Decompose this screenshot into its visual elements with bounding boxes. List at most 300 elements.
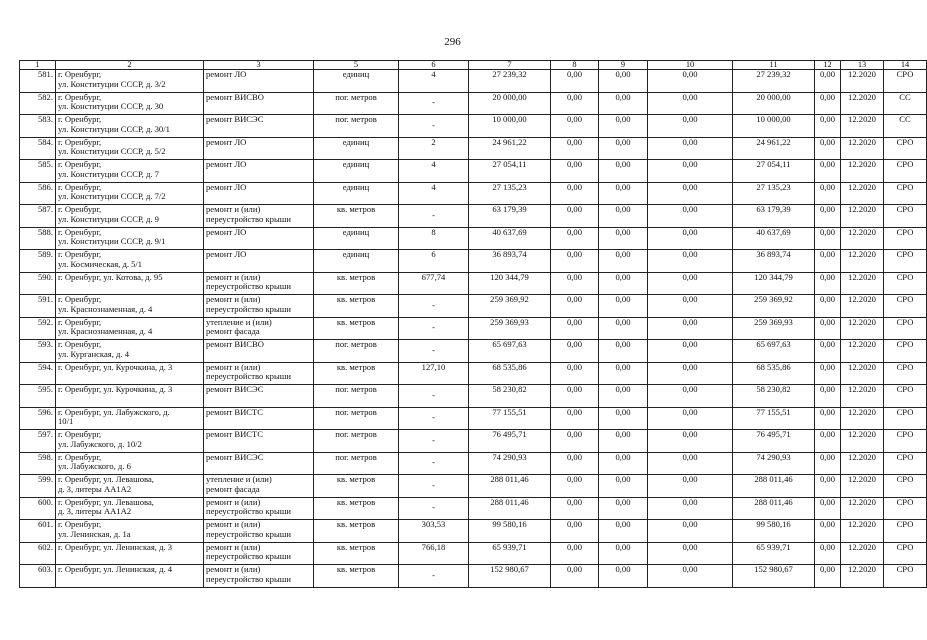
table-row <box>20 250 927 273</box>
total-cost-cell: 20 000,00 <box>469 92 551 115</box>
col8-cell: 0,00 <box>551 430 599 453</box>
address-cell-line: г. Оренбург, ул. Курочкина, д. 3 <box>58 384 173 394</box>
col9-cell: 0,00 <box>599 160 648 183</box>
col12-cell: 0,00 <box>815 430 841 453</box>
unit-cell: единиц <box>314 160 399 183</box>
work-type-cell-line: ремонт ЛО <box>206 69 247 79</box>
work-type-cell-line: ремонт и (или) <box>206 541 261 552</box>
quantity-cell: 8 <box>399 227 469 250</box>
col11-cell: 20 000,00 <box>733 92 815 115</box>
column-number-14: 14 <box>884 61 927 70</box>
work-type-cell-line <box>206 170 311 180</box>
quantity-cell: - <box>399 385 469 408</box>
col11-cell: 99 580,16 <box>733 520 815 543</box>
col8-cell: 0,00 <box>551 227 599 250</box>
col10-cell: 0,00 <box>648 385 733 408</box>
table-row <box>20 295 927 318</box>
address-cell <box>56 295 204 318</box>
completion-date-cell: 12.2020 <box>841 182 884 205</box>
col12-cell: 0,00 <box>815 385 841 408</box>
table-row <box>20 520 927 543</box>
table-row <box>20 475 927 498</box>
table-row <box>20 362 927 385</box>
work-type-cell <box>204 520 314 543</box>
col11-cell: 63 179,39 <box>733 205 815 228</box>
col12-cell: 0,00 <box>815 452 841 475</box>
col8-cell: 0,00 <box>551 475 599 498</box>
funding-method-cell: СРО <box>884 430 927 453</box>
unit-cell: пог. метров <box>314 430 399 453</box>
address-cell-line: г. Оренбург, <box>58 91 102 102</box>
col12-cell: 0,00 <box>815 137 841 160</box>
row-number: 602. <box>20 542 56 565</box>
work-type-cell-line <box>206 237 311 247</box>
col9-cell: 0,00 <box>599 92 648 115</box>
work-type-cell-line: ремонт ВИСВО <box>206 91 264 102</box>
address-cell-line: ул. Космическая, д. 5/1 <box>58 258 143 269</box>
col8-cell: 0,00 <box>551 205 599 228</box>
address-cell-line: ул. Краснознаменная, д. 4 <box>58 303 153 314</box>
work-type-cell-line: ремонт фасада <box>206 483 260 494</box>
total-cost-cell: 120 344,79 <box>469 272 551 295</box>
work-type-cell <box>204 317 314 340</box>
address-cell <box>56 475 204 498</box>
completion-date-cell: 12.2020 <box>841 70 884 93</box>
work-type-cell <box>204 407 314 430</box>
funding-method-cell: СРО <box>884 407 927 430</box>
col9-cell: 0,00 <box>599 227 648 250</box>
address-cell-line: г. Оренбург, <box>58 159 102 169</box>
registry-table <box>19 60 927 588</box>
funding-method-cell: СРО <box>884 497 927 520</box>
address-cell <box>56 227 204 250</box>
completion-date-cell: 12.2020 <box>841 272 884 295</box>
address-cell-line: г. Оренбург, <box>58 316 102 327</box>
col9-cell: 0,00 <box>599 385 648 408</box>
col10-cell: 0,00 <box>648 160 733 183</box>
col11-cell: 152 980,67 <box>733 565 815 588</box>
col11-cell: 58 230,82 <box>733 385 815 408</box>
work-type-cell-line: ремонт и (или) <box>206 204 261 214</box>
col9-cell: 0,00 <box>599 250 648 273</box>
work-type-cell-line: переустройство крыши <box>206 551 291 562</box>
col9-cell: 0,00 <box>599 407 648 430</box>
funding-method-cell: СРО <box>884 182 927 205</box>
unit-cell: кв. метров <box>314 362 399 385</box>
address-cell-line: ул. Краснознаменная, д. 4 <box>58 326 153 337</box>
col12-cell: 0,00 <box>815 520 841 543</box>
table-body <box>20 70 927 588</box>
col8-cell: 0,00 <box>551 182 599 205</box>
work-type-cell <box>204 430 314 453</box>
quantity-cell: 766,18 <box>399 542 469 565</box>
work-type-cell-line: ремонт ЛО <box>206 159 247 169</box>
col11-cell: 288 011,46 <box>733 497 815 520</box>
funding-method-cell: СРО <box>884 295 927 318</box>
completion-date-cell: 12.2020 <box>841 542 884 565</box>
page-number: 296 <box>444 36 461 48</box>
work-type-cell-line: ремонт ВИСТС <box>206 429 264 439</box>
col9-cell: 0,00 <box>599 295 648 318</box>
work-type-cell-line: переустройство крыши <box>206 303 291 314</box>
work-type-cell-line: ремонт и (или) <box>206 496 261 507</box>
completion-date-cell: 12.2020 <box>841 452 884 475</box>
work-type-cell-line: ремонт ЛО <box>206 181 247 192</box>
col10-cell: 0,00 <box>648 92 733 115</box>
address-cell-line: ул. Конституции СССР, д. 9 <box>58 213 159 224</box>
column-number-7: 7 <box>469 61 551 70</box>
address-cell-line <box>58 395 201 405</box>
work-type-cell-line <box>206 80 311 90</box>
col9-cell: 0,00 <box>599 497 648 520</box>
col8-cell: 0,00 <box>551 407 599 430</box>
quantity-cell: - <box>399 295 469 318</box>
address-cell-line: г. Оренбург, <box>58 451 102 462</box>
work-type-cell <box>204 272 314 295</box>
col10-cell: 0,00 <box>648 115 733 138</box>
col12-cell: 0,00 <box>815 115 841 138</box>
work-type-cell-line <box>206 102 311 112</box>
col12-cell: 0,00 <box>815 317 841 340</box>
col11-cell: 74 290,93 <box>733 452 815 475</box>
quantity-cell: - <box>399 407 469 430</box>
address-cell-line: ул. Конституции СССР, д. 3/2 <box>58 78 166 89</box>
col9-cell: 0,00 <box>599 317 648 340</box>
quantity-cell: - <box>399 565 469 588</box>
work-type-cell <box>204 137 314 160</box>
work-type-cell <box>204 205 314 228</box>
quantity-cell: - <box>399 497 469 520</box>
address-cell-line: ул. Ленинская, д. 1а <box>58 528 131 539</box>
col10-cell: 0,00 <box>648 340 733 363</box>
row-number: 597. <box>20 430 56 453</box>
address-cell-line: ул. Конституции СССР, д. 5/2 <box>58 146 166 157</box>
unit-cell: единиц <box>314 250 399 273</box>
col10-cell: 0,00 <box>648 227 733 250</box>
col10-cell: 0,00 <box>648 317 733 340</box>
work-type-cell <box>204 115 314 138</box>
work-type-cell <box>204 295 314 318</box>
unit-cell: кв. метров <box>314 272 399 295</box>
col8-cell: 0,00 <box>551 565 599 588</box>
funding-method-cell: СРО <box>884 475 927 498</box>
col12-cell: 0,00 <box>815 340 841 363</box>
column-number-10: 10 <box>648 61 733 70</box>
quantity-cell: 2 <box>399 137 469 160</box>
col12-cell: 0,00 <box>815 227 841 250</box>
col9-cell: 0,00 <box>599 70 648 93</box>
work-type-cell <box>204 160 314 183</box>
table-row <box>20 70 927 93</box>
quantity-cell: - <box>399 475 469 498</box>
address-cell-line: г. Оренбург, <box>58 181 102 192</box>
work-type-cell-line: переустройство крыши <box>206 213 291 224</box>
col8-cell: 0,00 <box>551 542 599 565</box>
table-row <box>20 340 927 363</box>
total-cost-cell: 27 239,32 <box>469 70 551 93</box>
address-cell <box>56 137 204 160</box>
quantity-cell: 677,74 <box>399 272 469 295</box>
row-number: 599. <box>20 475 56 498</box>
col8-cell: 0,00 <box>551 115 599 138</box>
column-number-6: 6 <box>399 61 469 70</box>
col9-cell: 0,00 <box>599 430 648 453</box>
col8-cell: 0,00 <box>551 385 599 408</box>
col11-cell: 68 535,86 <box>733 362 815 385</box>
col9-cell: 0,00 <box>599 565 648 588</box>
address-cell-line: г. Оренбург, <box>58 519 102 529</box>
total-cost-cell: 10 000,00 <box>469 115 551 138</box>
completion-date-cell: 12.2020 <box>841 115 884 138</box>
address-cell-line: г. Оренбург, ул. Курочкина, д. 3 <box>58 361 173 372</box>
unit-cell: пог. метров <box>314 452 399 475</box>
work-type-cell-line: ремонт и (или) <box>206 564 261 574</box>
funding-method-cell: СРО <box>884 542 927 565</box>
completion-date-cell: 12.2020 <box>841 565 884 588</box>
col11-cell: 120 344,79 <box>733 272 815 295</box>
column-number-9: 9 <box>599 61 648 70</box>
address-cell <box>56 565 204 588</box>
total-cost-cell: 74 290,93 <box>469 452 551 475</box>
table-row <box>20 272 927 295</box>
work-type-cell-line <box>206 417 311 427</box>
col11-cell: 76 495,71 <box>733 430 815 453</box>
funding-method-cell: СРО <box>884 565 927 588</box>
total-cost-cell: 77 155,51 <box>469 407 551 430</box>
work-type-cell-line: утепление и (или) <box>206 316 272 327</box>
col11-cell: 65 697,63 <box>733 340 815 363</box>
col10-cell: 0,00 <box>648 272 733 295</box>
col10-cell: 0,00 <box>648 542 733 565</box>
funding-method-cell: СРО <box>884 362 927 385</box>
unit-cell: единиц <box>314 137 399 160</box>
address-cell-line: ул. Конституции СССР, д. 7 <box>58 168 159 179</box>
completion-date-cell: 12.2020 <box>841 137 884 160</box>
table-row <box>20 430 927 453</box>
address-cell <box>56 250 204 273</box>
col10-cell: 0,00 <box>648 475 733 498</box>
work-type-cell-line: ремонт ЛО <box>206 226 247 237</box>
row-number: 595. <box>20 385 56 408</box>
address-cell <box>56 182 204 205</box>
quantity-cell: - <box>399 340 469 363</box>
col11-cell: 36 893,74 <box>733 250 815 273</box>
col10-cell: 0,00 <box>648 137 733 160</box>
address-cell-line: ул. Курганская, д. 4 <box>58 348 130 359</box>
unit-cell: пог. метров <box>314 92 399 115</box>
unit-cell: кв. метров <box>314 205 399 228</box>
address-cell-line: г. Оренбург, <box>58 226 102 237</box>
row-number: 587. <box>20 205 56 228</box>
completion-date-cell: 12.2020 <box>841 160 884 183</box>
col12-cell: 0,00 <box>815 182 841 205</box>
completion-date-cell: 12.2020 <box>841 520 884 543</box>
address-cell-line: г. Оренбург, <box>58 204 102 214</box>
completion-date-cell: 12.2020 <box>841 92 884 115</box>
unit-cell: кв. метров <box>314 317 399 340</box>
quantity-cell: 127,10 <box>399 362 469 385</box>
column-number-5: 5 <box>314 61 399 70</box>
row-number: 584. <box>20 137 56 160</box>
total-cost-cell: 288 011,46 <box>469 497 551 520</box>
unit-cell: кв. метров <box>314 520 399 543</box>
work-type-cell-line <box>206 395 311 405</box>
work-type-cell-line: переустройство крыши <box>206 281 291 292</box>
col9-cell: 0,00 <box>599 475 648 498</box>
col10-cell: 0,00 <box>648 452 733 475</box>
col10-cell: 0,00 <box>648 430 733 453</box>
col11-cell: 24 961,22 <box>733 137 815 160</box>
total-cost-cell: 65 697,63 <box>469 340 551 363</box>
address-cell <box>56 340 204 363</box>
column-number-12: 12 <box>815 61 841 70</box>
col9-cell: 0,00 <box>599 205 648 228</box>
work-type-cell <box>204 340 314 363</box>
col11-cell: 27 054,11 <box>733 160 815 183</box>
address-cell-line: г. Оренбург, <box>58 69 102 79</box>
col8-cell: 0,00 <box>551 137 599 160</box>
work-type-cell-line <box>206 192 311 202</box>
col10-cell: 0,00 <box>648 520 733 543</box>
unit-cell: пог. метров <box>314 407 399 430</box>
address-cell <box>56 70 204 93</box>
table-row <box>20 317 927 340</box>
work-type-cell-line: переустройство крыши <box>206 528 291 539</box>
col9-cell: 0,00 <box>599 452 648 475</box>
completion-date-cell: 12.2020 <box>841 362 884 385</box>
quantity-cell: 303,53 <box>399 520 469 543</box>
col10-cell: 0,00 <box>648 70 733 93</box>
work-type-cell-line: ремонт ВИСЭС <box>206 451 264 462</box>
table-row <box>20 565 927 588</box>
column-number-11: 11 <box>733 61 815 70</box>
row-number: 594. <box>20 362 56 385</box>
row-number: 592. <box>20 317 56 340</box>
work-type-cell-line: ремонт фасада <box>206 326 260 337</box>
col12-cell: 0,00 <box>815 542 841 565</box>
quantity-cell: - <box>399 430 469 453</box>
total-cost-cell: 99 580,16 <box>469 520 551 543</box>
funding-method-cell: СРО <box>884 317 927 340</box>
address-cell-line: г. Оренбург, ул. Ленинская, д. 4 <box>58 564 173 574</box>
unit-cell: пог. метров <box>314 115 399 138</box>
work-type-cell-line: ремонт ЛО <box>206 136 247 147</box>
completion-date-cell: 12.2020 <box>841 430 884 453</box>
completion-date-cell: 12.2020 <box>841 317 884 340</box>
total-cost-cell: 27 135,23 <box>469 182 551 205</box>
quantity-cell: - <box>399 92 469 115</box>
completion-date-cell: 12.2020 <box>841 227 884 250</box>
unit-cell: пог. метров <box>314 340 399 363</box>
address-cell-line: г. Оренбург, ул. Левашова, <box>58 474 154 484</box>
work-type-cell <box>204 542 314 565</box>
col8-cell: 0,00 <box>551 340 599 363</box>
address-cell-line <box>58 575 201 585</box>
col8-cell: 0,00 <box>551 362 599 385</box>
work-type-cell <box>204 565 314 588</box>
total-cost-cell: 76 495,71 <box>469 430 551 453</box>
col12-cell: 0,00 <box>815 362 841 385</box>
col8-cell: 0,00 <box>551 160 599 183</box>
address-cell-line: ул. Конституции СССР, д. 30/1 <box>58 123 170 134</box>
funding-method-cell: СС <box>884 92 927 115</box>
table-row <box>20 542 927 565</box>
col9-cell: 0,00 <box>599 542 648 565</box>
col12-cell: 0,00 <box>815 70 841 93</box>
table-row <box>20 182 927 205</box>
table-row <box>20 227 927 250</box>
address-cell-line: ул. Конституции СССР, д. 30 <box>58 101 164 112</box>
completion-date-cell: 12.2020 <box>841 385 884 408</box>
col11-cell: 40 637,69 <box>733 227 815 250</box>
unit-cell: кв. метров <box>314 475 399 498</box>
total-cost-cell: 40 637,69 <box>469 227 551 250</box>
address-cell <box>56 385 204 408</box>
funding-method-cell: СРО <box>884 205 927 228</box>
address-cell <box>56 205 204 228</box>
col11-cell: 27 239,32 <box>733 70 815 93</box>
work-type-cell-line <box>206 260 311 270</box>
work-type-cell-line <box>206 462 311 472</box>
col11-cell: 259 369,92 <box>733 295 815 318</box>
quantity-cell: 4 <box>399 70 469 93</box>
col12-cell: 0,00 <box>815 295 841 318</box>
address-cell <box>56 430 204 453</box>
address-cell <box>56 362 204 385</box>
work-type-cell-line: ремонт и (или) <box>206 271 261 282</box>
work-type-cell-line: ремонт и (или) <box>206 361 261 372</box>
work-type-cell <box>204 227 314 250</box>
completion-date-cell: 12.2020 <box>841 497 884 520</box>
col11-cell: 288 011,46 <box>733 475 815 498</box>
work-type-cell-line: ремонт и (или) <box>206 519 261 529</box>
row-number: 585. <box>20 160 56 183</box>
table-row <box>20 160 927 183</box>
quantity-cell: - <box>399 115 469 138</box>
col8-cell: 0,00 <box>551 452 599 475</box>
unit-cell: кв. метров <box>314 295 399 318</box>
funding-method-cell: СС <box>884 115 927 138</box>
quantity-cell: - <box>399 452 469 475</box>
work-type-cell-line <box>206 125 311 135</box>
funding-method-cell: СРО <box>884 385 927 408</box>
address-cell <box>56 92 204 115</box>
address-cell-line: д. 3, литеры АА1А2 <box>58 483 132 494</box>
work-type-cell-line: переустройство крыши <box>206 573 291 584</box>
address-cell-line: ул. Конституции СССР, д. 9/1 <box>58 236 166 247</box>
row-number: 586. <box>20 182 56 205</box>
work-type-cell <box>204 70 314 93</box>
funding-method-cell: СРО <box>884 70 927 93</box>
address-cell <box>56 115 204 138</box>
work-type-cell <box>204 452 314 475</box>
row-number: 589. <box>20 250 56 273</box>
quantity-cell: - <box>399 205 469 228</box>
column-number-8: 8 <box>551 61 599 70</box>
col9-cell: 0,00 <box>599 272 648 295</box>
col8-cell: 0,00 <box>551 250 599 273</box>
col10-cell: 0,00 <box>648 565 733 588</box>
col12-cell: 0,00 <box>815 565 841 588</box>
address-cell-line: г. Оренбург, <box>58 339 102 349</box>
work-type-cell-line <box>206 147 311 157</box>
table-row <box>20 407 927 430</box>
total-cost-cell: 68 535,86 <box>469 362 551 385</box>
quantity-cell: 6 <box>399 250 469 273</box>
total-cost-cell: 24 961,22 <box>469 137 551 160</box>
funding-method-cell: СРО <box>884 520 927 543</box>
address-cell-line: г. Оренбург, ул. Левашова, <box>58 496 154 507</box>
